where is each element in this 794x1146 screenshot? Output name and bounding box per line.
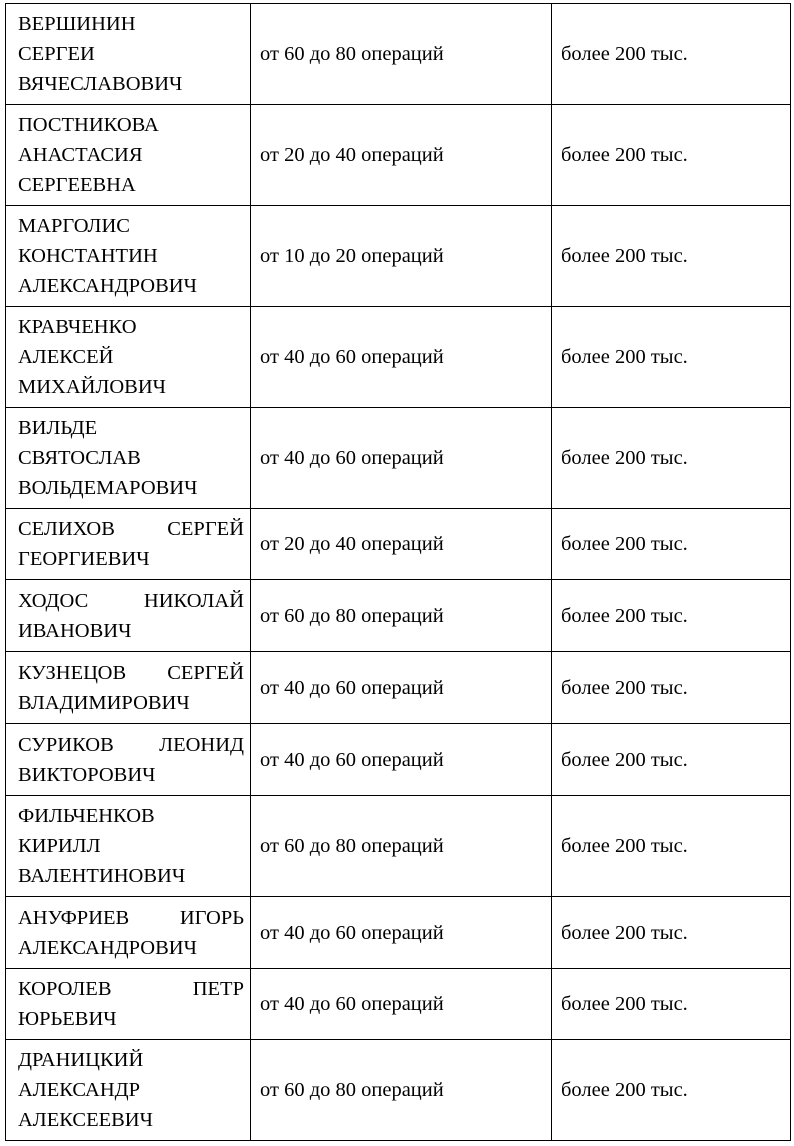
table-row — [6, 307, 791, 408]
name-line: АНАСТАСИЯ — [18, 144, 143, 166]
person-name-cell — [6, 969, 251, 1040]
person-name-cell — [6, 509, 251, 580]
person-name-cell — [6, 897, 251, 969]
amount-cell: более 200 тыс. — [552, 1040, 791, 1141]
amount-cell: более 200 тыс. — [552, 580, 791, 652]
name-line: АЛЕКСЕЕВИЧ — [18, 1109, 153, 1131]
person-name-cell — [6, 652, 251, 724]
name-line: ВАЛЕНТИНОВИЧ — [18, 865, 186, 887]
table-row — [6, 897, 791, 969]
person-name-cell — [6, 307, 251, 408]
name-line: ФИЛЬЧЕНКОВ — [18, 805, 155, 827]
person-name-cell — [6, 580, 251, 652]
name-line: КИРИЛЛ — [18, 835, 101, 857]
name-line: АНУФРИЕВ ИГОРЬ — [18, 906, 244, 929]
operations-cell: от 40 до 60 операций — [251, 652, 552, 724]
operations-cell: от 40 до 60 операций — [251, 724, 552, 796]
table-row — [6, 509, 791, 580]
table-row — [6, 724, 791, 796]
table-row — [6, 969, 791, 1040]
operations-cell: от 20 до 40 операций — [251, 105, 552, 206]
name-line: ГЕОРГИЕВИЧ — [18, 548, 150, 570]
name-line: АЛЕКСАНДРОВИЧ — [18, 936, 197, 959]
person-name-cell — [6, 724, 251, 796]
name-line: КУЗНЕЦОВ СЕРГЕЙ — [18, 661, 244, 684]
name-line: АЛЕКСАНДР — [18, 1079, 141, 1101]
person-name-cell — [6, 4, 251, 105]
name-line: ИВАНОВИЧ — [18, 619, 132, 642]
table-row — [6, 105, 791, 206]
name-line: СЕРГЕИ — [18, 43, 95, 65]
table-row — [6, 580, 791, 652]
name-line: СЕРГЕЕВНА — [18, 174, 136, 196]
amount-cell: более 200 тыс. — [552, 206, 791, 307]
name-line: ЮРЬЕВИЧ — [18, 1008, 117, 1030]
name-line: СЕЛИХОВ СЕРГЕЙ — [18, 518, 244, 540]
persons-table — [5, 3, 791, 1141]
amount-cell: более 200 тыс. — [552, 652, 791, 724]
name-line: СВЯТОСЛАВ — [18, 447, 141, 469]
person-name-cell — [6, 105, 251, 206]
name-line: ВОЛЬДЕМАРОВИЧ — [18, 477, 198, 499]
operations-cell: от 60 до 80 операций — [251, 1040, 552, 1141]
operations-cell: от 40 до 60 операций — [251, 307, 552, 408]
table-row — [6, 1040, 791, 1141]
table-row — [6, 796, 791, 897]
name-line: МАРГОЛИС — [18, 215, 130, 237]
person-name-cell — [6, 408, 251, 509]
name-line: ВИКТОРОВИЧ — [18, 763, 156, 786]
operations-cell: от 40 до 60 операций — [251, 897, 552, 969]
amount-cell: более 200 тыс. — [552, 724, 791, 796]
table-row — [6, 4, 791, 105]
amount-cell: более 200 тыс. — [552, 408, 791, 509]
operations-cell: от 60 до 80 операций — [251, 796, 552, 897]
name-line: ВИЛЬДЕ — [18, 417, 98, 439]
amount-cell: более 200 тыс. — [552, 969, 791, 1040]
amount-cell: более 200 тыс. — [552, 105, 791, 206]
operations-cell: от 20 до 40 операций — [251, 509, 552, 580]
name-line: КРАВЧЕНКО — [18, 316, 137, 338]
amount-cell: более 200 тыс. — [552, 796, 791, 897]
name-line: ВЯЧЕСЛАВОВИЧ — [18, 73, 183, 95]
name-line: АЛЕКСЕЙ — [18, 346, 114, 368]
operations-cell: от 40 до 60 операций — [251, 408, 552, 509]
name-line: ХОДОС НИКОЛАЙ — [18, 589, 244, 612]
operations-cell: от 10 до 20 операций — [251, 206, 552, 307]
name-line: ПОСТНИКОВА — [18, 114, 159, 136]
person-name-cell — [6, 796, 251, 897]
name-line: ВЛАДИМИРОВИЧ — [18, 691, 190, 714]
name-line: МИХАЙЛОВИЧ — [18, 376, 166, 398]
name-line: КОНСТАНТИН — [18, 245, 158, 267]
table-row — [6, 652, 791, 724]
person-name-cell — [6, 206, 251, 307]
operations-cell: от 60 до 80 операций — [251, 4, 552, 105]
operations-cell: от 60 до 80 операций — [251, 580, 552, 652]
name-line: АЛЕКСАНДРОВИЧ — [18, 275, 197, 297]
name-line: КОРОЛЕВ ПЕТР — [18, 978, 244, 1000]
amount-cell: более 200 тыс. — [552, 307, 791, 408]
person-name-cell — [6, 1040, 251, 1141]
table-row — [6, 206, 791, 307]
name-line: ВЕРШИНИН — [18, 13, 136, 35]
amount-cell: более 200 тыс. — [552, 4, 791, 105]
name-line: СУРИКОВ ЛЕОНИД — [18, 733, 244, 756]
operations-cell: от 40 до 60 операций — [251, 969, 552, 1040]
table-row — [6, 408, 791, 509]
name-line: ДРАНИЦКИЙ — [18, 1049, 144, 1071]
amount-cell: более 200 тыс. — [552, 509, 791, 580]
amount-cell: более 200 тыс. — [552, 897, 791, 969]
